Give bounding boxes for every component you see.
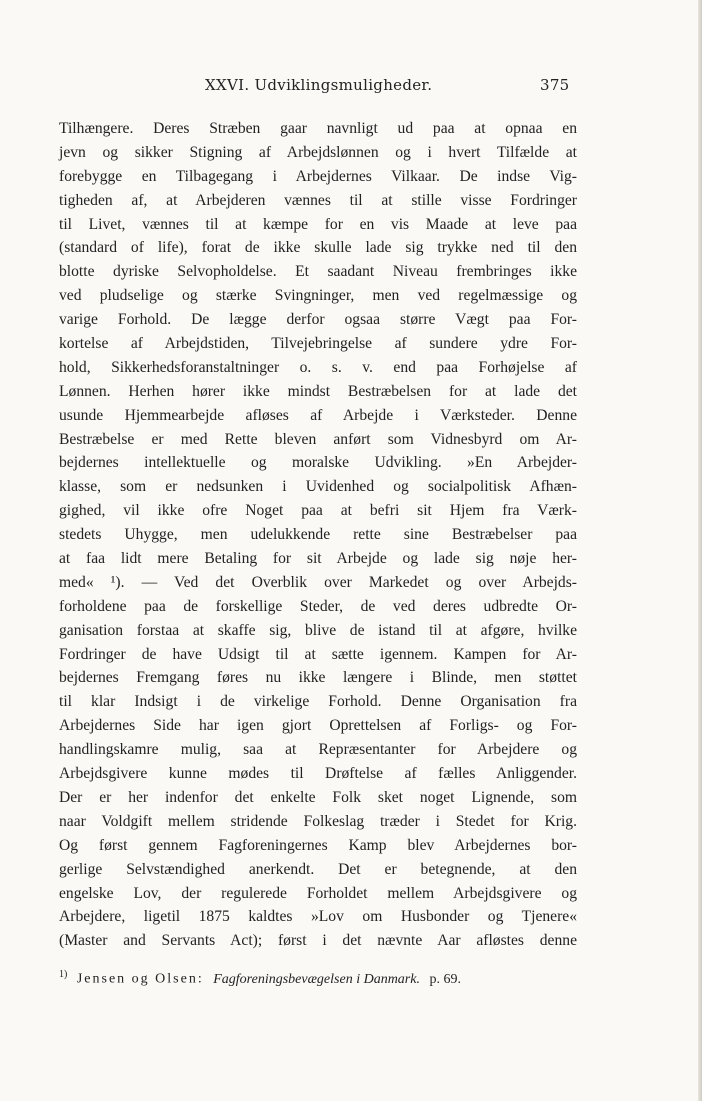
text-line: engelske Lov, der regulerede Forholdet mellem Arbejdsgivere og <box>59 884 577 902</box>
text-line: bejdernes Fremgang føres nu ikke længere i Blinde, men støttet <box>59 669 577 687</box>
text-line: Arbejdere, ligetil 1875 kaldtes »Lov om Husbonder og Tjenere« <box>59 908 577 926</box>
footnote-title: Fagforeningsbevægelsen i Danmark. <box>213 971 420 987</box>
footnote-authors: Jensen og Olsen: <box>76 971 204 987</box>
text-line: tigheden af, at Arbejderen vænnes til at stille visse Fordringer <box>59 191 577 209</box>
text-line: klasse, som er nedsunken i Uvidenhed og socialpolitisk Afhæn- <box>59 478 577 496</box>
text-line: Arbejdernes Side har igen gjort Oprettelsen af Forligs- og For- <box>59 717 577 735</box>
footnote-page-ref: p. 69. <box>429 971 461 987</box>
text-line: jevn og sikker Stigning af Arbejdslønnen og i hvert Tilfælde at <box>59 143 577 161</box>
text-line: naar Voldgift mellem stridende Folkeslag træder i Stedet for Krig. <box>59 812 577 830</box>
text-line: Bestræbelse er med Rette bleven anført som Vidnesbyrd om Ar- <box>59 430 577 448</box>
running-title: XXVI. Udviklingsmuligheder. <box>205 76 433 94</box>
text-line: at faa lidt mere Betaling for sit Arbejde og lade sig nøje her- <box>59 550 577 568</box>
text-line: (Master and Servants Act); først i det nævnte Aar afløstes denne <box>59 932 577 950</box>
running-header <box>0 76 702 96</box>
footnote-marker: 1) <box>59 969 68 980</box>
text-line: Og først gennem Fagforeningernes Kamp blev Arbejdernes bor- <box>59 836 577 854</box>
page-edge <box>698 0 702 1101</box>
text-line: forholdene paa de forskellige Steder, de ved deres udbredte Or- <box>59 597 577 615</box>
text-line: Tilhængere. Deres Stræben gaar navnligt ud paa at opnaa en <box>59 120 577 137</box>
text-line: handlingskamre mulig, saa at Repræsentanter for Arbejdere og <box>59 741 577 759</box>
footnote <box>59 969 619 988</box>
text-line: varige Forhold. De lægge derfor ogsaa større Vægt paa For- <box>59 311 577 329</box>
text-line: ved pludselige og stærke Svingninger, men ved regelmæssige og <box>59 287 577 305</box>
text-line: Arbejdsgivere kunne mødes til Drøftelse af fælles Anliggender. <box>59 765 577 783</box>
text-line: kortelse af Arbejdstiden, Tilvejebringelse af sundere ydre For- <box>59 335 577 353</box>
text-line: med« ¹). — Ved det Overblik over Markedet og over Arbejds- <box>59 573 577 591</box>
text-line: Der er her indenfor det enkelte Folk sket noget Lignende, som <box>59 788 577 806</box>
text-line: Lønnen. Herhen hører ikke mindst Bestræbelsen for at lade det <box>59 382 577 400</box>
body-text <box>59 117 577 953</box>
text-line: usunde Hjemmearbejde afløses af Arbejde i Værksteder. Denne <box>59 406 577 424</box>
text-line: stedets Uhygge, men udelukkende rette sine Bestræbelser paa <box>59 526 577 544</box>
text-line: (standard of life), forat de ikke skulle lade sig trykke ned til den <box>59 239 577 257</box>
text-line: Fordringer de have Udsigt til at sætte igennem. Kampen for Ar- <box>59 645 577 663</box>
text-line: til klar Indsigt i de virkelige Forhold. Denne Organisation fra <box>59 693 577 711</box>
text-line: blotte dyriske Selvopholdelse. Et saadant Niveau frembringes ikke <box>59 263 577 281</box>
text-line: gerlige Selvstændighed anerkendt. Det er betegnende, at den <box>59 860 577 878</box>
text-line: hold, Sikkerhedsforanstaltninger o. s. v. end paa Forhøjelse af <box>59 358 577 376</box>
page-number: 375 <box>540 76 570 94</box>
text-line: forebygge en Tilbagegang i Arbejdernes Vilkaar. De indse Vig- <box>59 167 577 185</box>
text-line: ganisation forstaa at skaffe sig, blive de istand til at afgøre, hvilke <box>59 621 577 639</box>
text-line: gighed, vil ikke ofre Noget paa at befri sit Hjem fra Værk- <box>59 502 577 520</box>
text-line: til Livet, vænnes til at kæmpe for en vis Maade at leve paa <box>59 215 577 233</box>
text-line: bejdernes intellektuelle og moralske Udvikling. »En Arbejder- <box>59 454 577 472</box>
